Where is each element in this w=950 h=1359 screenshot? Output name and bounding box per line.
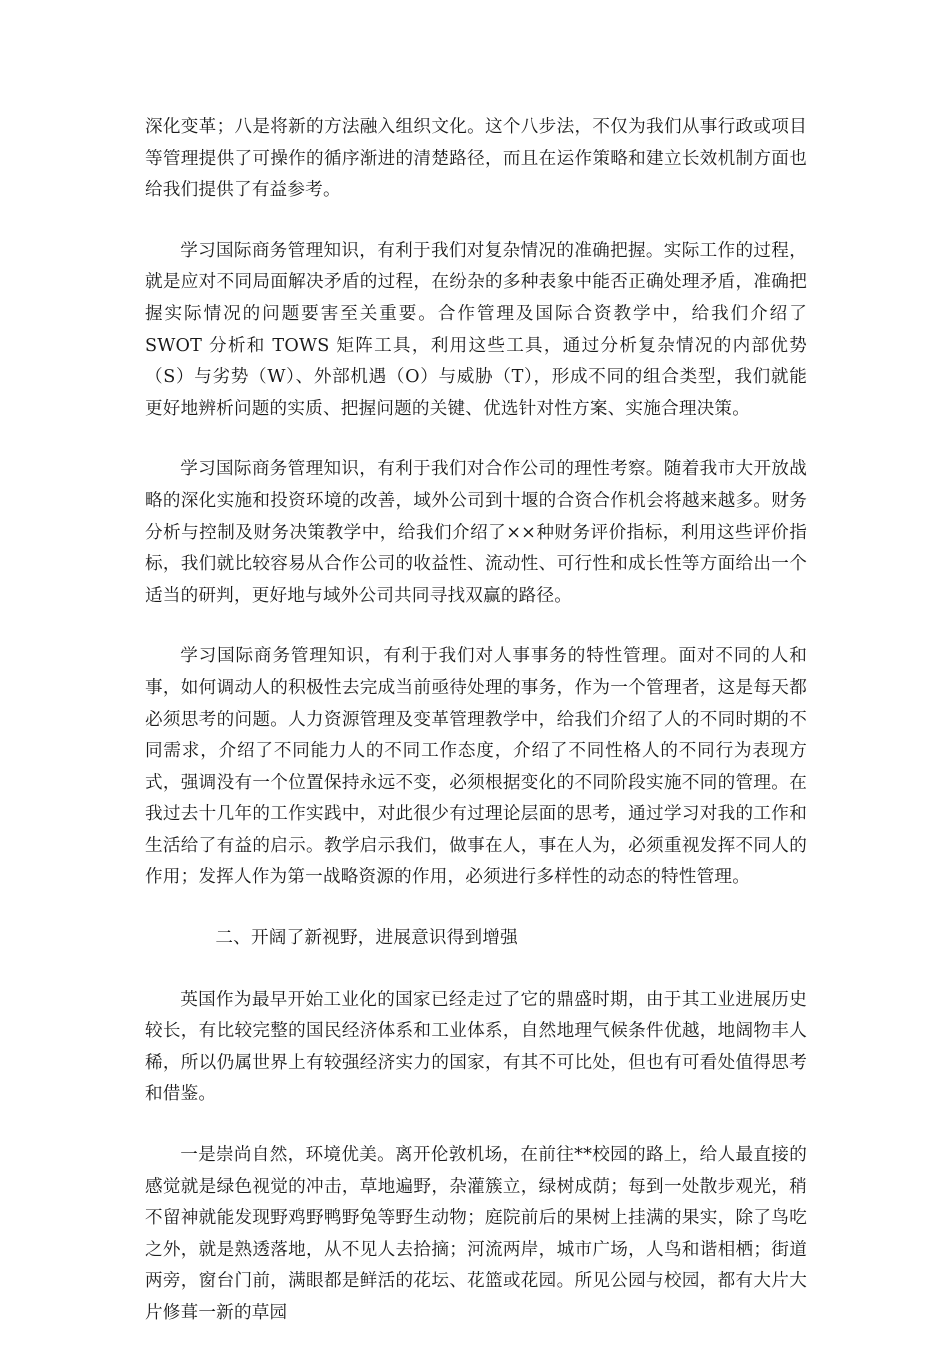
- paragraph-partner-companies: 学习国际商务管理知识，有利于我们对合作公司的理性考察。随着我市大开放战略的深化实施和投资环境的改善，域外公司到十堰的合资合作机会将越来越多。财务分析与控制及财务决策教学中，给我们介绍了××种财务评价指标，利用这些评价指标，我们就比较容易从合作公司的收益性、流动性、可行性和成长性等方面给出一个适当的研判，更好地与域外公司共同寻找双赢的路径。: [145, 459, 807, 606]
- paragraph-nature-environment: 一是崇尚自然，环境优美。离开伦敦机场，在前往**校园的路上，给人最直接的感觉就是绿色视觉的冲击，草地遍野，杂灌簇立，绿树成荫；每到一处散步观光，稍不留神就能发现野鸡野鸭野兔等野生动物；庭院前后的果树上挂满的果实，除了鸟吃之外，就是熟透落地，从不见人去拾摘；河流两岸，城市广场，人鸟和谐相栖；街道两旁，窗台门前，满眼都是鲜活的花坛、花篮或花园。所见公园与校园，都有大片大片修葺一新的草园: [145, 1145, 807, 1323]
- section-heading: 二、开阔了新视野，进展意识得到增强: [215, 928, 518, 949]
- paragraph-continuation: 深化变革；八是将新的方法融入组织文化。这个八步法，不仅为我们从事行政或项目等管理提供了可操作的循序渐进的清楚路径，而且在运作策略和建立长效机制方面也给我们提供了有益参考。: [145, 117, 807, 201]
- paragraph-personnel-management: 学习国际商务管理知识，有利于我们对人事事务的特性管理。面对不同的人和事，如何调动人的积极性去完成当前亟待处理的事务，作为一个管理者，这是每天都必须思考的问题。人力资源管理及变革管理教学中，给我们介绍了人的不同时期的不同需求，介绍了不同能力人的不同工作态度，介绍了不同性格人的不同行为表现方式，强调没有一个位置保持永远不变，必须根据变化的不同阶段实施不同的管理。在我过去十几年的工作实践中，对此很少有过理论层面的思考，通过学习对我的工作和生活给了有益的启示。教学启示我们，做事在人，事在人为，必须重视发挥不同人的作用；发挥人作为第一战略资源的作用，必须进行多样性的动态的特性管理。: [145, 646, 807, 888]
- document-body: [145, 112, 807, 1359]
- paragraph-complex-situations: 学习国际商务管理知识，有利于我们对复杂情况的准确把握。实际工作的过程，就是应对不同局面解决矛盾的过程，在纷杂的多种表象中能否正确处理矛盾，准确把握实际情况的问题要害至关重要。合作管理及国际合资教学中，给我们介绍了 SWOT 分析和 TOWS 矩阵工具，利用这些工具，通过分析复杂情况的内部优势（S）与劣势（W）、外部机遇（O）与威胁（T），形成不同的组合类型，我们就能更好地辨析问题的实质、把握问题的关键、优选针对性方案、实施合理决策。: [145, 240, 807, 419]
- paragraph-britain-overview: 英国作为最早开始工业化的国家已经走过了它的鼎盛时期，由于其工业进展历史较长，有比较完整的国民经济体系和工业体系，自然地理气候条件优越，地阔物丰人稀，所以仍属世界上有较强经济实力的国家，有其不可比处，但也有可看处值得思考和借鉴。: [145, 989, 807, 1105]
